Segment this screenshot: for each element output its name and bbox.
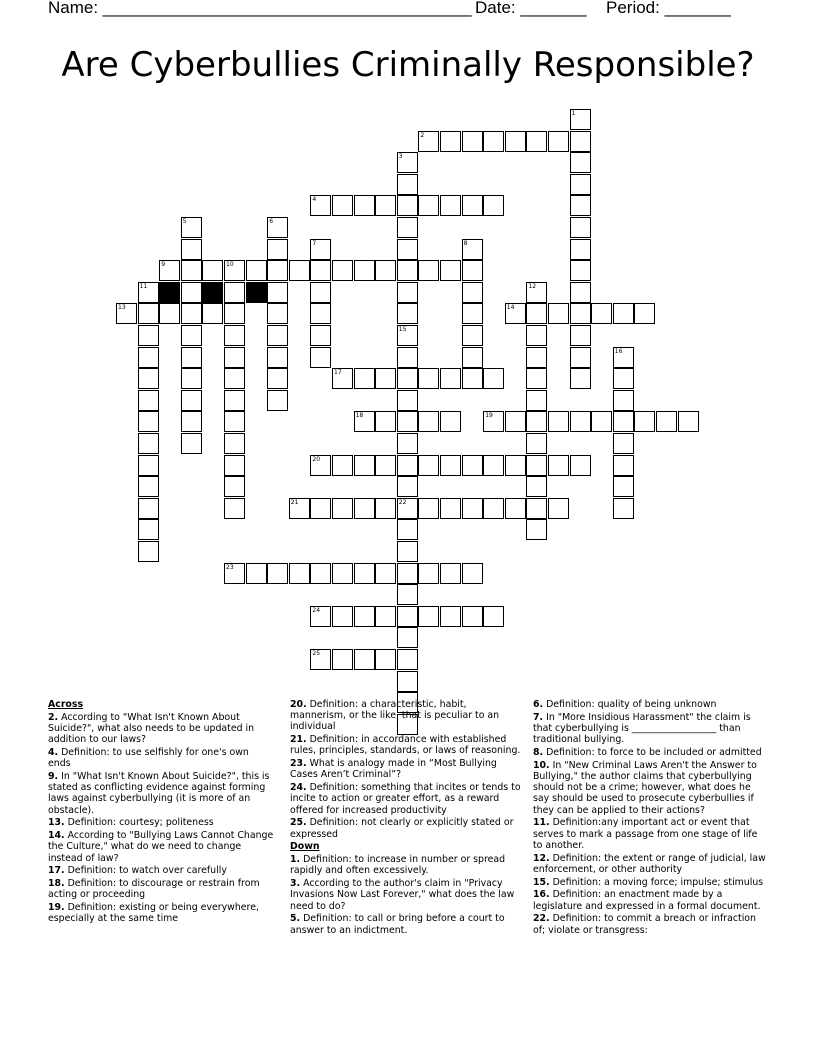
crossword-cell[interactable]	[397, 433, 418, 454]
clue-number-label: 3.	[290, 878, 301, 890]
crossword-cell[interactable]	[397, 239, 418, 260]
clue-number-label: 23.	[290, 758, 307, 770]
crossword-cell[interactable]	[418, 498, 439, 519]
crossword-cell[interactable]	[159, 303, 180, 324]
crossword-cell[interactable]	[375, 606, 396, 627]
crossword-cell[interactable]	[310, 347, 331, 368]
crossword-cell[interactable]	[181, 325, 202, 346]
crossword-cell[interactable]	[570, 174, 591, 195]
crossword-cell[interactable]	[224, 455, 245, 476]
crossword-cell[interactable]	[656, 411, 677, 432]
clue-text: In "What Isn't Known About Suicide?", this is stated as conflicting evidence against forming laws against cyberbullying (it is more of an obstacle).	[48, 771, 270, 816]
crossword-cell[interactable]	[138, 303, 159, 324]
clue-number-label: 4.	[48, 747, 59, 758]
crossword-cell[interactable]	[138, 498, 159, 519]
crossword-cell[interactable]	[613, 433, 634, 454]
crossword-cell[interactable]	[224, 347, 245, 368]
clue-number: 2	[420, 131, 425, 139]
across-heading: Across	[48, 699, 84, 710]
clue-item	[48, 865, 274, 876]
clue-item	[533, 817, 767, 851]
clue-number-label: 19.	[48, 902, 65, 914]
clue-number: 11	[139, 282, 148, 290]
clue-number: 6	[269, 218, 274, 225]
crossword-cell[interactable]	[181, 282, 202, 303]
clue-text: Definition: a moving force; impulse; stimulus	[549, 876, 764, 888]
clue-item	[290, 913, 524, 935]
crossword-cell[interactable]	[332, 260, 353, 281]
crossword-cell[interactable]	[181, 433, 202, 454]
crossword-cell[interactable]	[224, 368, 245, 389]
clue-number-label: 21.	[290, 734, 307, 746]
crossword-cell[interactable]	[570, 368, 591, 389]
clue-text: Definition: to use selfishly for one's own ends	[48, 747, 249, 770]
crossword-cell[interactable]	[224, 476, 245, 497]
clue-number: 16	[614, 347, 623, 355]
page-title: Are Cyberbullies Criminally Responsible?	[61, 45, 755, 85]
crossword-cell[interactable]	[332, 455, 353, 476]
crossword-cell[interactable]	[440, 131, 461, 152]
crossword-cell[interactable]	[397, 390, 418, 411]
crossword-cell[interactable]	[570, 347, 591, 368]
crossword-cell[interactable]	[483, 131, 504, 152]
crossword-cell[interactable]	[613, 411, 634, 432]
crossword-cell[interactable]	[397, 563, 418, 584]
clue-text: Definition: an enactment made by a legislature and expressed in a formal document.	[533, 889, 761, 912]
crossword-cell[interactable]	[138, 390, 159, 411]
crossword-cell[interactable]	[375, 195, 396, 216]
crossword-cell[interactable]	[440, 563, 461, 584]
crossword-cell[interactable]	[440, 368, 461, 389]
clue-text: According to "Bullying Laws Cannot Change the Culture," what do we need to change instead of law?	[48, 830, 274, 864]
clue-text: According to the author's claim in "Privacy Invasions Now Last Forever," what does the law need to do?	[290, 878, 515, 912]
crossword-cell[interactable]	[570, 303, 591, 324]
clue-number: 9	[161, 261, 166, 269]
clue-text: In "More Insidious Harassment" the claim is that cyberbullying is __________________ than traditional bullying.	[533, 711, 751, 746]
crossword-cell[interactable]	[354, 498, 375, 519]
crossword-cell[interactable]	[375, 455, 396, 476]
crossword-cell[interactable]	[138, 455, 159, 476]
crossword-cell[interactable]	[397, 649, 418, 670]
crossword-cell[interactable]	[267, 303, 288, 324]
crossword-cell[interactable]	[570, 325, 591, 346]
crossword-cell[interactable]	[224, 433, 245, 454]
crossword-cell[interactable]	[505, 455, 526, 476]
crossword-cell[interactable]	[138, 411, 159, 432]
clue-number-label: 5.	[290, 913, 301, 925]
clue-number-label: 10.	[533, 759, 550, 771]
crossword-cell[interactable]	[462, 563, 483, 584]
clue-item	[290, 699, 524, 733]
crossword-cell[interactable]	[138, 325, 159, 346]
crossword-cell[interactable]	[397, 282, 418, 303]
crossword-cell[interactable]	[526, 476, 547, 497]
crossword-cell[interactable]	[332, 563, 353, 584]
crossword-cell[interactable]	[267, 325, 288, 346]
crossword-cell[interactable]	[548, 498, 569, 519]
crossword-cell[interactable]	[613, 476, 634, 497]
clue-item	[290, 854, 524, 876]
clue-item	[48, 817, 274, 828]
crossword-cell[interactable]	[354, 606, 375, 627]
clue-item	[48, 747, 274, 769]
crossword-cell[interactable]	[462, 131, 483, 152]
crossword-cell[interactable]	[181, 411, 202, 432]
clue-number: 17	[334, 369, 342, 377]
crossword-cell[interactable]	[570, 239, 591, 260]
crossword-cell[interactable]	[483, 606, 504, 627]
crossword-cell[interactable]	[613, 455, 634, 476]
clue-text: Definition: not clearly or explicitly stated or expressed	[290, 817, 514, 840]
clue-item	[48, 771, 274, 816]
crossword-cell[interactable]	[526, 519, 547, 540]
crossword-cell[interactable]	[397, 541, 418, 562]
crossword-cell[interactable]	[267, 390, 288, 411]
clue-text: Definition: the extent or range of judicial, law enforcement, or other authority	[533, 852, 766, 875]
crossword-cell[interactable]	[310, 282, 331, 303]
crossword-cell[interactable]	[267, 260, 288, 281]
crossword-cell[interactable]	[375, 260, 396, 281]
crossword-cell[interactable]	[375, 368, 396, 389]
crossword-cell[interactable]	[634, 303, 655, 324]
clue-text: Definition: in accordance with established rules, principles, standards, or laws of reasoning.	[290, 734, 521, 757]
crossword-cell[interactable]	[397, 411, 418, 432]
crossword-cell[interactable]	[181, 239, 202, 260]
crossword-cell[interactable]	[375, 498, 396, 519]
clue-text: Definition:any important act or event that serves to mark a passage from one stage of life to another.	[533, 817, 758, 851]
crossword-cell[interactable]	[570, 152, 591, 173]
crossword-cell[interactable]	[505, 411, 526, 432]
crossword-cell[interactable]	[440, 606, 461, 627]
crossword-cell[interactable]	[181, 260, 202, 281]
clue-number: 10	[226, 261, 234, 269]
crossword-cell[interactable]	[267, 239, 288, 260]
crossword-cell[interactable]	[570, 411, 591, 432]
crossword-cell[interactable]	[224, 325, 245, 346]
crossword-cell[interactable]	[138, 433, 159, 454]
name-field: Name: _______________________________________	[48, 0, 472, 17]
clue-number: 4	[312, 196, 317, 204]
clue-number: 15	[398, 326, 407, 333]
clue-text: Definition: a characteristic, habit, mannerism, or the like, that is peculiar to an individual	[290, 699, 500, 733]
crossword-cell[interactable]	[440, 195, 461, 216]
clue-number-label: 1.	[290, 854, 301, 866]
crossword-cell[interactable]	[505, 131, 526, 152]
clue-item	[533, 877, 767, 888]
crossword-cell[interactable]	[548, 131, 569, 152]
clue-number-label: 12.	[533, 852, 550, 864]
crossword-cell[interactable]	[397, 347, 418, 368]
crossword-cell[interactable]	[354, 368, 375, 389]
crossword-cell[interactable]	[224, 498, 245, 519]
down-heading: Down	[290, 841, 320, 853]
crossword-cell[interactable]	[526, 433, 547, 454]
crossword-cell[interactable]	[483, 455, 504, 476]
clue-item	[533, 853, 767, 875]
crossword-cell[interactable]	[570, 282, 591, 303]
clue-number: 20	[312, 455, 321, 463]
crossword-cell[interactable]	[181, 303, 202, 324]
crossword-cell[interactable]	[332, 606, 353, 627]
crossword-cell[interactable]	[526, 131, 547, 152]
crossword-cell[interactable]	[397, 303, 418, 324]
crossword-cell[interactable]	[418, 195, 439, 216]
clue-item	[533, 712, 767, 746]
crossword-cell[interactable]	[354, 649, 375, 670]
black-square	[246, 282, 267, 303]
crossword-cell[interactable]	[267, 282, 288, 303]
clues-column-2	[290, 699, 524, 937]
crossword-cell[interactable]	[418, 368, 439, 389]
crossword-cell[interactable]	[397, 260, 418, 281]
crossword-cell[interactable]	[526, 498, 547, 519]
crossword-cell[interactable]	[613, 303, 634, 324]
crossword-cell[interactable]	[526, 390, 547, 411]
crossword-cell[interactable]	[526, 455, 547, 476]
clue-number-label: 2.	[48, 711, 59, 723]
clue-item	[48, 878, 274, 900]
crossword-cell[interactable]	[310, 498, 331, 519]
crossword-cell[interactable]	[310, 563, 331, 584]
clue-number: 25	[312, 650, 321, 657]
crossword-cell[interactable]	[397, 606, 418, 627]
crossword-cell[interactable]	[246, 260, 267, 281]
crossword-cell[interactable]	[397, 217, 418, 238]
clue-item	[48, 902, 274, 924]
clue-text: Definition: to call or bring before a court to answer to an indictment.	[290, 913, 505, 936]
crossword-cell[interactable]	[570, 131, 591, 152]
crossword-cell[interactable]	[462, 455, 483, 476]
crossword-cell[interactable]	[202, 303, 223, 324]
clue-number-label: 25.	[290, 817, 307, 829]
crossword-cell[interactable]	[462, 606, 483, 627]
crossword-cell[interactable]	[332, 649, 353, 670]
crossword-cell[interactable]	[181, 390, 202, 411]
clue-item	[290, 758, 524, 780]
crossword-cell[interactable]	[397, 519, 418, 540]
crossword-cell[interactable]	[462, 195, 483, 216]
clue-text: Definition: something that incites or tends to incite to action or greater effort, as a reward offered for increased productivity	[290, 782, 521, 816]
crossword-cell[interactable]	[224, 390, 245, 411]
crossword-cell[interactable]	[505, 498, 526, 519]
crossword-cell[interactable]	[397, 671, 418, 692]
clue-number-label: 14.	[48, 830, 65, 842]
crossword-cell[interactable]	[526, 347, 547, 368]
crossword-cell[interactable]	[354, 195, 375, 216]
clue-number: 5	[182, 218, 187, 225]
clue-number-label: 24.	[290, 782, 307, 794]
crossword-cell[interactable]	[397, 627, 418, 648]
clue-item	[290, 817, 524, 839]
clue-number-label: 17.	[48, 865, 65, 877]
crossword-cell[interactable]	[440, 411, 461, 432]
crossword-cell[interactable]	[181, 347, 202, 368]
clue-item	[48, 830, 274, 864]
clue-number: 18	[355, 412, 364, 420]
crossword-cell[interactable]	[138, 476, 159, 497]
crossword-cell[interactable]	[462, 325, 483, 346]
clue-item	[290, 734, 524, 756]
clue-text: Definition: quality of being unknown	[543, 699, 717, 710]
crossword-cell[interactable]	[526, 303, 547, 324]
clue-item	[533, 747, 767, 758]
crossword-cell[interactable]	[224, 411, 245, 432]
crossword-cell[interactable]	[397, 584, 418, 605]
crossword-cell[interactable]	[397, 195, 418, 216]
clue-text: According to "What Isn't Known About Suicide?", what also needs to be updated in addition to our laws?	[48, 711, 255, 746]
clue-item	[533, 889, 767, 911]
crossword-cell[interactable]	[570, 455, 591, 476]
clue-number: 24	[312, 606, 321, 614]
crossword-cell[interactable]	[202, 260, 223, 281]
clue-text: Definition: to discourage or restrain from acting or proceeding	[48, 878, 260, 901]
crossword-cell[interactable]	[375, 649, 396, 670]
crossword-cell[interactable]	[613, 498, 634, 519]
clue-number: 12	[528, 282, 537, 290]
crossword-cell[interactable]	[570, 195, 591, 216]
clue-item	[48, 712, 274, 746]
clues-column-3	[533, 699, 767, 937]
clue-text: Definition: to increase in number or spread rapidly and often excessively.	[290, 854, 506, 877]
clue-number: 23	[226, 563, 234, 571]
crossword-cell[interactable]	[418, 455, 439, 476]
clue-number-label: 16.	[533, 889, 550, 901]
clue-number-label: 11.	[533, 817, 550, 829]
clue-number: 1	[571, 110, 576, 117]
clue-text: What is analogy made in “Most Bullying Cases Aren’t Criminal”?	[290, 758, 497, 781]
crossword-cell[interactable]	[591, 303, 612, 324]
clue-number: 7	[312, 239, 317, 247]
crossword-cell[interactable]	[418, 563, 439, 584]
crossword-cell[interactable]	[483, 498, 504, 519]
crossword-cell[interactable]	[354, 260, 375, 281]
crossword-cell[interactable]	[310, 303, 331, 324]
crossword-cell[interactable]	[289, 260, 310, 281]
clue-number-label: 13.	[48, 817, 65, 829]
crossword-cell[interactable]	[138, 368, 159, 389]
crossword-cell[interactable]	[613, 368, 634, 389]
crossword-cell[interactable]	[375, 563, 396, 584]
crossword-cell[interactable]	[462, 260, 483, 281]
clue-number-label: 22.	[533, 913, 550, 925]
crossword-cell[interactable]	[397, 368, 418, 389]
black-square	[159, 282, 180, 303]
crossword-cell[interactable]	[526, 325, 547, 346]
clue-item	[290, 878, 524, 912]
clue-text: Definition: to commit a breach or infraction of; violate or transgress:	[533, 913, 756, 936]
clue-number-label: 15.	[533, 876, 550, 888]
crossword-cell[interactable]	[267, 563, 288, 584]
crossword-cell[interactable]	[462, 347, 483, 368]
crossword-cell[interactable]	[289, 563, 310, 584]
crossword-cell[interactable]	[483, 368, 504, 389]
clue-number-label: 7.	[533, 711, 544, 723]
crossword-cell[interactable]	[224, 303, 245, 324]
crossword-cell[interactable]	[397, 476, 418, 497]
clue-number: 14	[506, 304, 515, 312]
clues-column-1	[48, 699, 274, 926]
crossword-cell[interactable]	[526, 368, 547, 389]
crossword-cell[interactable]	[418, 260, 439, 281]
crossword-cell[interactable]	[397, 455, 418, 476]
crossword-cell[interactable]	[332, 498, 353, 519]
clue-text: Definition: to watch over carefully	[64, 865, 227, 877]
clue-item	[533, 760, 767, 816]
clue-number: 19	[485, 412, 493, 420]
crossword-cell[interactable]	[440, 260, 461, 281]
crossword-cell[interactable]	[138, 519, 159, 540]
clue-text: In "New Criminal Laws Aren't the Answer to Bullying," the author claims that cyberbullying should not be a crime; however, what does he say should be used to prosecute cyberbullies if they can be applied to their actions?	[533, 759, 757, 816]
crossword-cell[interactable]	[138, 347, 159, 368]
crossword-cell[interactable]	[138, 541, 159, 562]
crossword-cell[interactable]	[440, 455, 461, 476]
crossword-cell[interactable]	[462, 282, 483, 303]
crossword-cell[interactable]	[678, 411, 699, 432]
crossword-cell[interactable]	[267, 368, 288, 389]
crossword-cell[interactable]	[397, 174, 418, 195]
crossword-cell[interactable]	[591, 411, 612, 432]
crossword-cell[interactable]	[526, 411, 547, 432]
period-field: Period: _______	[606, 0, 731, 17]
clue-number-label: 18.	[48, 878, 65, 890]
clue-text: Definition: courtesy; politeness	[64, 817, 214, 829]
crossword-cell[interactable]	[570, 260, 591, 281]
crossword-cell[interactable]	[634, 411, 655, 432]
crossword-cell[interactable]	[310, 260, 331, 281]
clue-item	[533, 913, 767, 935]
crossword-cell[interactable]	[548, 411, 569, 432]
clue-number: 8	[463, 239, 468, 247]
crossword-cell[interactable]	[375, 411, 396, 432]
crossword-cell[interactable]	[332, 195, 353, 216]
clue-text: Definition: existing or being everywhere, especially at the same time	[48, 902, 259, 925]
crossword-cell[interactable]	[570, 217, 591, 238]
clue-number: 21	[290, 498, 299, 506]
crossword-cell[interactable]	[462, 368, 483, 389]
clue-number-label: 8.	[533, 747, 544, 758]
crossword-cell[interactable]	[462, 303, 483, 324]
crossword-cell[interactable]	[246, 563, 267, 584]
date-field: Date: _______	[475, 0, 587, 17]
clue-number: 22	[398, 498, 407, 506]
clue-item	[290, 782, 524, 816]
clue-number: 3	[398, 153, 403, 161]
black-square	[202, 282, 223, 303]
crossword-cell[interactable]	[224, 282, 245, 303]
crossword-cell[interactable]	[418, 606, 439, 627]
crossword-cell[interactable]	[354, 455, 375, 476]
crossword-cell[interactable]	[267, 347, 288, 368]
clue-number: 13	[118, 304, 126, 312]
clue-number-label: 9.	[48, 771, 59, 782]
crossword-cell[interactable]	[310, 325, 331, 346]
crossword-cell[interactable]	[440, 498, 461, 519]
crossword-cell[interactable]	[181, 368, 202, 389]
crossword-cell[interactable]	[613, 390, 634, 411]
crossword-cell[interactable]	[418, 411, 439, 432]
crossword-cell[interactable]	[548, 455, 569, 476]
crossword-cell[interactable]	[483, 195, 504, 216]
crossword-cell[interactable]	[548, 303, 569, 324]
clue-item	[533, 699, 767, 710]
crossword-cell[interactable]	[354, 563, 375, 584]
clue-number-label: 20.	[290, 699, 307, 710]
crossword-cell[interactable]	[462, 498, 483, 519]
clue-number-label: 6.	[533, 699, 544, 710]
clue-text: Definition: to force to be included or admitted	[543, 747, 762, 758]
